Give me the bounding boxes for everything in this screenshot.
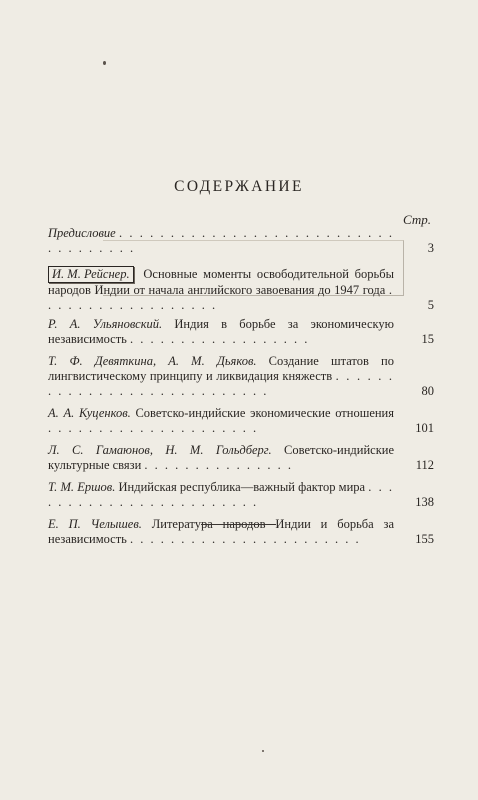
toc-entry (48, 266, 434, 313)
closing-rule (201, 524, 276, 525)
dot-leader: . . . . . . . . . . . . . . . . . . (48, 283, 395, 312)
dot-leader: . . . . . . . . . . . . . . . . . . . . . (48, 421, 259, 435)
entry-author-boxed: И. М. Рейснер. (48, 266, 134, 283)
contents-title: СОДЕРЖАНИЕ (174, 178, 304, 195)
dot-leader: . . . . . . . . . . . . . . . . . . . . . . . . (48, 480, 394, 509)
entry-author: А. А. Куценков. (48, 406, 131, 420)
ink-speck (262, 750, 264, 752)
entry-title: Индийская республика—важный фактор мира (118, 480, 366, 494)
entry-author: Т. Ф. Девяткина, А. М. Дьяков. (48, 354, 257, 368)
entry-title: Советско-индийские экономические отношения (135, 406, 394, 420)
ink-speck (103, 61, 106, 65)
entry-page-number: 15 (421, 332, 434, 346)
entry-page-number: 5 (427, 298, 434, 312)
toc-entry (48, 317, 434, 347)
entry-author: Р. А. Ульяновский. (48, 317, 163, 331)
toc-entry-preface (48, 226, 434, 256)
dot-leader: . . . . . . . . . . . . . . . . . . . . . . . (130, 532, 361, 546)
entry-author: Л. С. Гамаюнов, Н. М. Гольдберг. (48, 443, 272, 457)
toc-entry (48, 443, 434, 473)
entry-author: Е. П. Челышев. (48, 517, 142, 531)
page-column-label: Стр. (403, 212, 431, 227)
entry-page-number: 138 (415, 495, 434, 509)
entry-title: Советско-индийские культурные связи (48, 443, 395, 472)
toc-entry (48, 354, 434, 399)
entry-page-number: 80 (421, 384, 434, 398)
dot-leader: . . . . . . . . . . . . . . . (144, 458, 294, 472)
toc-entry (48, 406, 434, 436)
entry-title: Основные моменты освободительной борьбы народов Индии от начала английского завоевания до 1947 года (48, 267, 395, 297)
entry-page-number: 155 (415, 532, 434, 546)
entry-author: Предисловие (48, 226, 116, 240)
entry-title: Индия в борьбе за экономическую независимость (48, 317, 394, 346)
toc-entry (48, 517, 434, 547)
dot-leader: . . . . . . . . . . . . . . . . . . . . . . . . . . . . (48, 369, 395, 398)
entry-page-number: 112 (415, 458, 434, 472)
toc-entry (48, 480, 434, 510)
entry-title: Литература народов Индии и борьба за независимость (48, 517, 395, 546)
dot-leader: . . . . . . . . . . . . . . . . . . . . . . . . . . . . . . . . . . . . (48, 226, 395, 255)
entry-page-number: 101 (415, 421, 434, 435)
entry-title: Создание штатов по лингвистическому принципу и ликвидация княжеств (48, 354, 394, 383)
table-of-contents (48, 226, 434, 554)
dot-leader: . . . . . . . . . . . . . . . . . . (130, 332, 310, 346)
entry-author: Т. М. Ершов. (48, 480, 116, 494)
entry-page-number: 3 (427, 241, 434, 255)
